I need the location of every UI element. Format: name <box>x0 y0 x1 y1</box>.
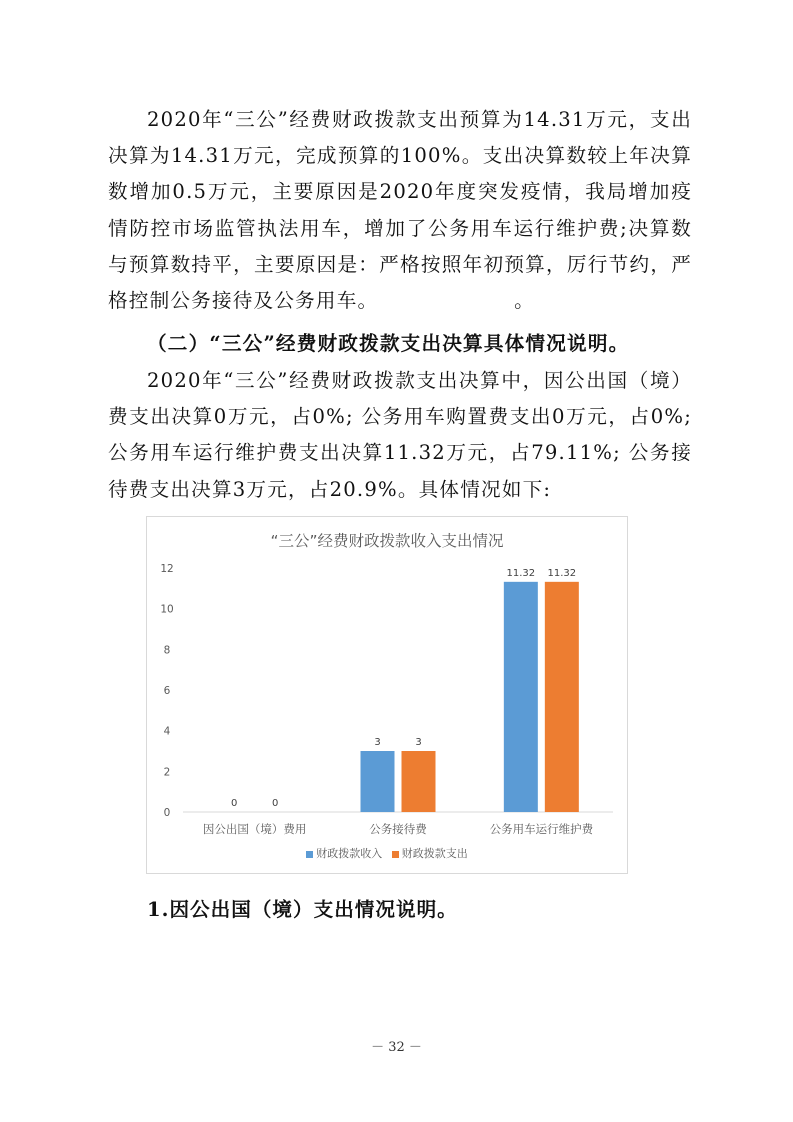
bar <box>361 751 395 812</box>
x-tick-label: 公务接待费 <box>369 822 427 836</box>
y-tick-label: 6 <box>163 685 171 697</box>
chart-title: “三公”经费财政拨款收入支出情况 <box>270 532 504 550</box>
data-label: 11.32 <box>506 567 536 579</box>
paragraph-expense-breakdown: 2020年“三公”经费财政拨款支出决算中，因公出国（境）费支出决算0万元，占0%; 公务用车购置费支出0万元，占0%; 公务用车运行维护费支出决算11.32万元，占79.11%; 公务接待费支出决算3万元，占20.9%。具体情况如下: <box>108 369 692 501</box>
legend-label-expense: 财政拨款支出 <box>401 847 468 860</box>
legend-swatch-income <box>306 851 313 858</box>
paragraph-budget-summary: 2020年“三公”经费财政拨款支出预算为14.31万元，支出决算为14.31万元，完成预算的100%。支出决算数较上年决算数增加0.5万元，主要原因是2020年度突发疫情，我局增加疫情防控市场监管执法用车，增加了公务用车运行维护费;决算数与预算数持平，主要原因是：严格按照年初预算，厉行节约，严格控制公务接待及公务用车。 。 <box>108 108 692 313</box>
bar <box>545 582 579 812</box>
y-tick-label: 0 <box>163 807 171 819</box>
data-label: 0 <box>230 798 238 809</box>
legend-item-income <box>306 845 382 861</box>
bar <box>504 582 538 812</box>
y-tick-label: 4 <box>163 725 171 738</box>
y-tick-label: 12 <box>160 563 174 575</box>
y-tick-label: 2 <box>163 766 171 779</box>
bar-chart <box>146 516 628 874</box>
bar <box>402 751 436 812</box>
page-number: － 32 － <box>371 1040 422 1055</box>
data-label: 3 <box>415 737 422 748</box>
chart-plot <box>147 517 627 873</box>
data-label: 3 <box>374 737 381 748</box>
data-label: 11.32 <box>547 567 577 579</box>
legend-item-expense <box>392 845 468 861</box>
y-tick-label: 8 <box>163 644 171 657</box>
x-tick-label: 因公出国（境）费用 <box>202 822 307 836</box>
section-heading-detail: （二）“三公”经费财政拨款支出决算具体情况说明。 <box>147 332 630 355</box>
subsection-heading-overseas: 1.因公出国（境）支出情况说明。 <box>147 898 458 921</box>
y-tick-label: 10 <box>160 603 174 616</box>
x-tick-label: 公务用车运行维护费 <box>489 822 594 836</box>
chart-legend <box>147 845 627 861</box>
data-label: 0 <box>271 798 279 809</box>
legend-label-income: 财政拨款收入 <box>316 847 383 860</box>
legend-swatch-expense <box>392 851 399 858</box>
